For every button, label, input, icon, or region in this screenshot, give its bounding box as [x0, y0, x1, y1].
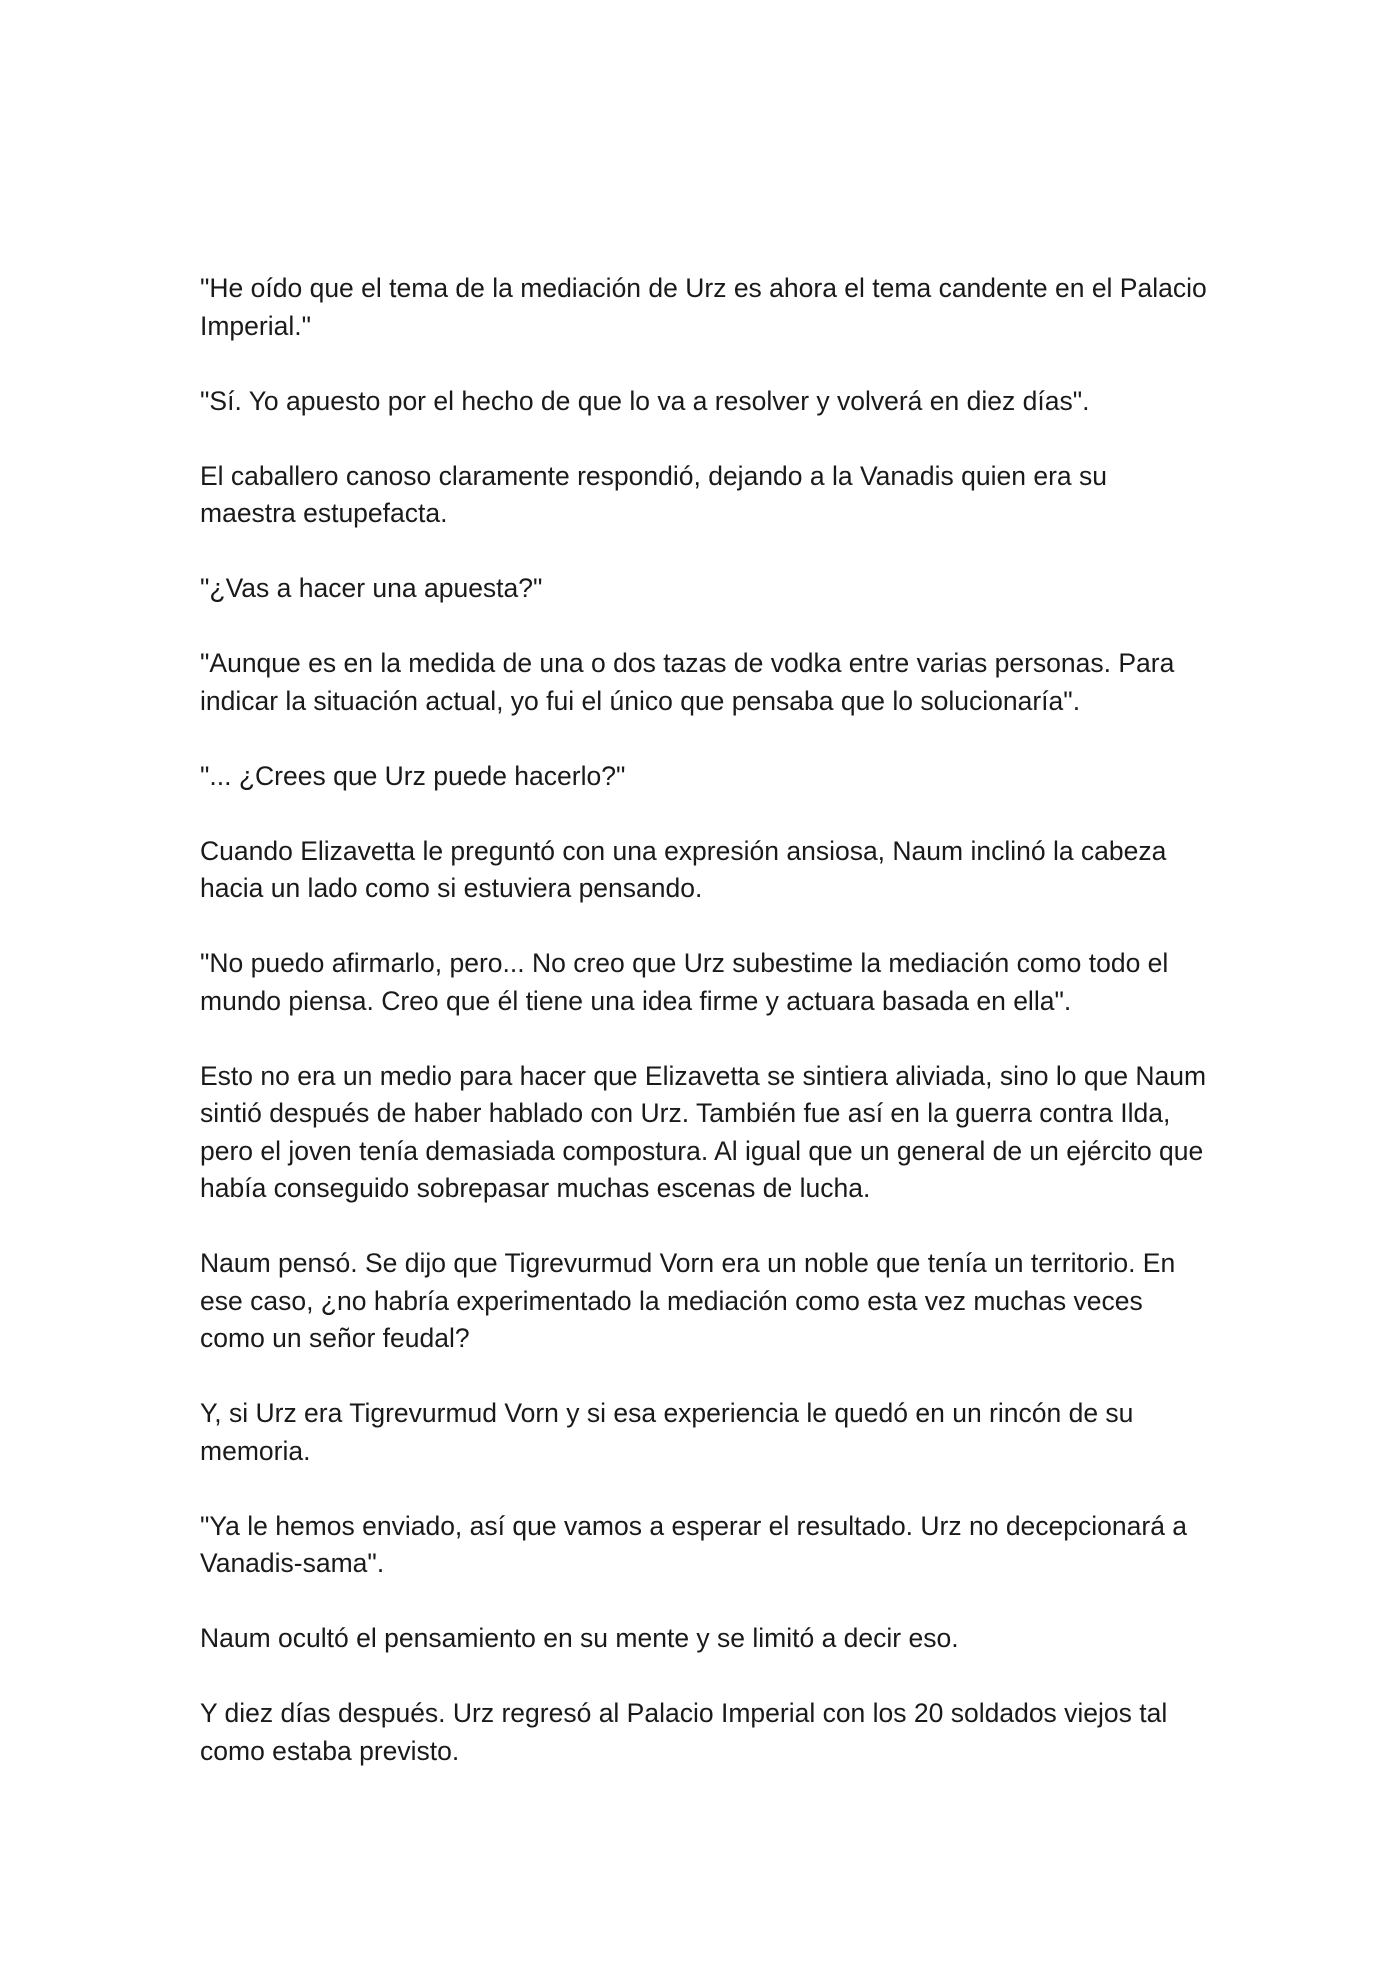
paragraph: "He oído que el tema de la mediación de Urz es ahora el tema candente en el Palacio Imperial."	[200, 273, 1207, 341]
paragraph: "... ¿Crees que Urz puede hacerlo?"	[200, 760, 626, 791]
document-body	[200, 270, 1210, 1808]
paragraph: "Ya le hemos enviado, así que vamos a esperar el resultado. Urz no decepcionará a Vanadis-sama".	[200, 1510, 1188, 1578]
paragraph: Esto no era un medio para hacer que Elizavetta se sintiera aliviada, sino lo que Naum sintió después de haber hablado con Urz. También fue así en la guerra contra Ilda, pero el joven tenía demasiada compostura. Al igual que un general de un ejército que había conseguido sobrepasar muchas escenas de lucha.	[200, 1060, 1207, 1203]
paragraph: Cuando Elizavetta le preguntó con una expresión ansiosa, Naum inclinó la cabeza hacia un lado como si estuviera pensando.	[200, 835, 1167, 903]
paragraph: "¿Vas a hacer una apuesta?"	[200, 573, 543, 603]
paragraph: Y diez días después. Urz regresó al Palacio Imperial con los 20 soldados viejos tal como estaba previsto.	[200, 1698, 1168, 1766]
paragraph: "Aunque es en la medida de una o dos tazas de vodka entre varias personas. Para indicar la situación actual, yo fui el único que pensaba que lo solucionaría".	[200, 648, 1175, 716]
paragraph: Naum pensó. Se dijo que Tigrevurmud Vorn era un noble que tenía un territorio. En ese caso, ¿no habría experimentado la mediación como esta vez muchas veces como un señor feudal?	[200, 1248, 1176, 1353]
paragraph: "Sí. Yo apuesto por el hecho de que lo va a resolver y volverá en diez días".	[200, 385, 1090, 416]
paragraph: Naum ocultó el pensamiento en su mente y se limitó a decir eso.	[200, 1623, 959, 1653]
paragraph: Y, si Urz era Tigrevurmud Vorn y si esa experiencia le quedó en un rincón de su memoria.	[200, 1398, 1134, 1466]
paragraph: "No puedo afirmarlo, pero... No creo que Urz subestime la mediación como todo el mundo piensa. Creo que él tiene una idea firme y actuara basada en ella".	[200, 948, 1169, 1016]
paragraph: El caballero canoso claramente respondió, dejando a la Vanadis quien era su maestra estupefacta.	[200, 460, 1107, 528]
